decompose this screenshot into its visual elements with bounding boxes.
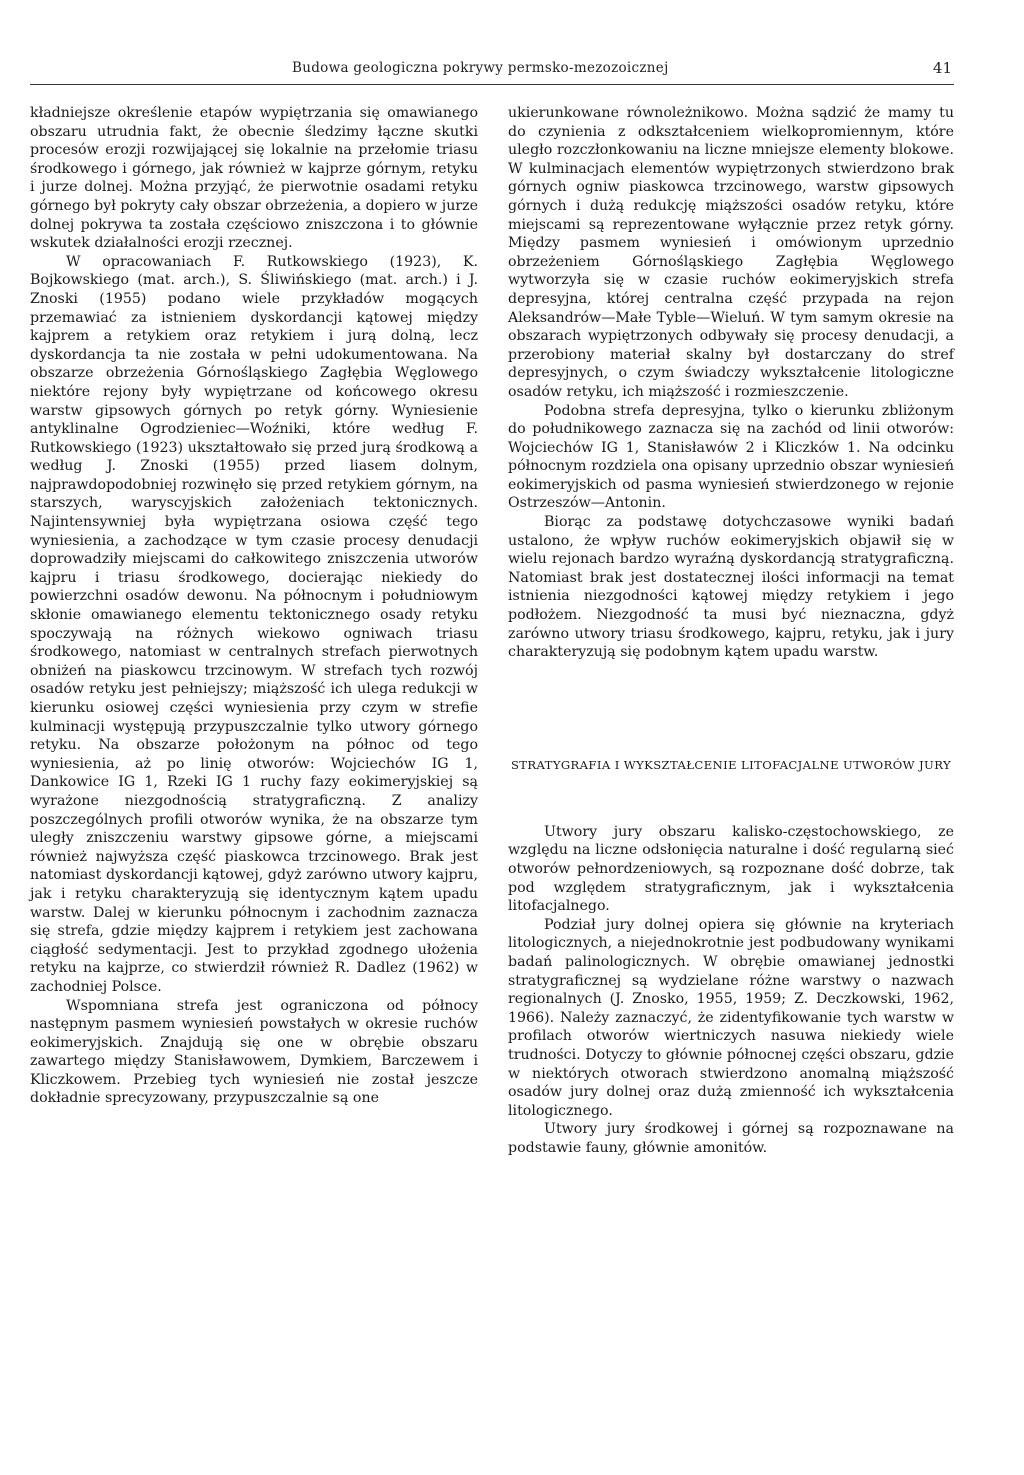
- paragraph: kładniejsze określenie etapów wypiętrzania się omawianego obszaru utrudnia fakt, że obecnie śledzimy łączne skutki procesów erozji rozwijającej się lokalnie na przełomie triasu środkowego i górnego, jak również w kajprze górnym, retyku i jurze dolnej. Można przyjąć, że pierwotnie osadami retyku górnego był pokryty cały obszar obrzeżenia, a dopiero w jurze dolnej pokrywa ta została częściowo zniszczona i to głównie wskutek działalności erozji rzecznej.: [30, 105, 478, 252]
- paragraph: Biorąc za podstawę dotychczasowe wyniki badań ustalono, że wpływ ruchów eokimeryjskich objawił się w wielu rejonach bardzo wyraźną dyskordancją stratygraficzną. Natomiast brak jest dostatecznej ilości informacji na temat istnienia niezgodności kątowej między retykiem i jego podłożem. Niezgodność ta musi być nieznaczna, gdyż zarówno utwory triasu środkowego, kajpru, retyku, jak i jury charakteryzują się podobnym kątem upadu warstw.: [508, 514, 954, 661]
- paragraph: Podobna strefa depresyjna, tylko o kierunku zbliżonym do południkowego zaznacza się na zachód od linii otworów: Wojciechów IG 1, Stanisławów 2 i Kliczków 1. Na odcinku północnym rozdziela ona opisany uprzednio obszar wyniesień eokimeryjskich od pasma wyniesień stwierdzonego w rejonie Ostrzeszów—Antonin.: [508, 402, 954, 512]
- left-column: [30, 104, 478, 1108]
- paragraph: Utwory jury obszaru kalisko-częstochowskiego, ze względu na liczne odsłonięcia naturalne i dość regularną sieć otworów pełnordzeniowych, są rozpoznane dość dobrze, tak pod względem stratygraficznym, jak i wykształcenia litofacjalnego.: [508, 823, 954, 915]
- page-number: 41: [932, 59, 952, 77]
- running-header: [30, 58, 954, 85]
- running-title: Budowa geologiczna pokrywy permsko-mezozoicznej: [292, 60, 669, 76]
- right-column: [508, 104, 954, 1158]
- paragraph: Utwory jury środkowej i górnej są rozpoznawane na podstawie fauny, głównie amonitów.: [508, 1121, 954, 1156]
- paragraph: Podział jury dolnej opiera się głównie na kryteriach litologicznych, a niejednokrotnie jest podbudowany wynikami badań palinologicznych. W obrębie omawianej jednostki stratygraficznej są wydzielane różne warstwy o nazwach regionalnych (J. Znosko, 1955, 1959; Z. Deczkowski, 1962, 1966). Należy zaznaczyć, że zidentyfikowanie tych warstw w profilach otworów wiertniczych nasuwa niekiedy wiele trudności. Dotyczy to głównie północnej części obszaru, gdzie w niektórych otworach stwierdzono anomalną miąższość osadów jury dolnej oraz dużą zmienność ich wykształcenia litologicznego.: [508, 916, 954, 1119]
- paragraph: W opracowaniach F. Rutkowskiego (1923), K. Bojkowskiego (mat. arch.), S. Śliwińskiego (mat. arch.) i J. Znoski (1955) podano wiele przykładów mogących przemawiać za istnieniem dyskordancji kątowej między kajprem a retykiem oraz retykiem i jurą dolną, lecz dyskordancja ta nie została w pełni udokumentowana. Na obszarze obrzeżenia Górnośląskiego Zagłębia Węglowego niektóre rejony były wypiętrzane od końcowego okresu warstw gipsowych górnych po retyk górny. Wyniesienie antyklinalne Ogrodzieniec—Woźniki, które według F. Rutkowskiego (1923) ukształtowało się przed jurą środkową a według J. Znoski (1955) przed liasem dolnym, najprawdopodobniej rozwinęło się przed retykiem górnym, na starszych, waryscyjskich założeniach tektonicznych. Najintensywniej była wypiętrzana osiowa część tego wyniesienia, a zachodzące w tym czasie procesy denudacji doprowadziły miejscami do całkowitego zniszczenia utworów kajpru i triasu środkowego, docierając niekiedy do powierzchni osadów dewonu. Na północnym i południowym skłonie omawianego elementu tektonicznego osady retyku spoczywają na różnych wiekowo ogniwach triasu środkowego, natomiast w centralnych strefach pierwotnych obniżeń na piaskowcu trzcinowym. W strefach tych rozwój osadów retyku jest pełniejszy; miąższość ich ulega redukcji w kierunku osiowej części wyniesienia przy czym w strefie kulminacji występują przypuszczalnie tylko utwory górnego retyku. Na obszarze położonym na północ od tego wyniesienia, aż po linię otworów: Wojciechów IG 1, Dankowice IG 1, Rzeki IG 1 ruchy fazy eokimeryjskiej są wyrażone niezgodnością stratygraficzną. Z analizy poszczególnych profili otworów wynika, że na obszarze tym uległy zniszczeniu warstwy gipsowe górne, a miejscami również najwyższa część piaskowca trzcinowego. Brak jest natomiast dyskordancji kątowej, gdyż zarówno utwory kajpru, jak i retyku charakteryzują się identycznym kątem upadu warstw. Dalej w kierunku północnym i zachodnim zaznacza się strefa, gdzie między kajprem i retykiem jest zachowana ciągłość sedymentacji. Jest to przykład zgodnego ułożenia retyku na kajprze, co stwierdził również R. Dadlez (1962) w zachodniej Polsce.: [30, 253, 478, 995]
- paragraph: ukierunkowane równoleżnikowo. Można sądzić że mamy tu do czynienia z odkształceniem wielkopromiennym, które uległo rozczłonkowaniu na liczne mniejsze elementy blokowe. W kulminacjach elementów wypiętrzonych stwierdzono brak górnych ogniw piaskowca trzcinowego, warstw gipsowych górnych i dużą redukcję miąższości osadów retyku, które miejscami są reprezentowane wyłącznie przez retyk górny. Między pasmem wyniesień i omówionym uprzednio obrzeżeniem Górnośląskiego Zagłębia Węglowego wytworzyła się w czasie ruchów eokimeryjskich strefa depresyjna, której centralna część przypada na rejon Aleksandrów—Małe Tyble—Wieluń. W tym samym okresie na obszarach wypiętrzonych odbywały się procesy denudacji, a przerobiony materiał skalny był dostarczany do stref depresyjnych, o czym świadczy wykształcenie litologiczne osadów retyku, ich miąższość i rozmieszczenie.: [508, 105, 954, 400]
- section-heading: STRATYGRAFIA I WYKSZTAŁCENIE LITOFACJALNE UTWORÓW JURY: [510, 757, 952, 772]
- paragraph: Wspomniana strefa jest ograniczona od północy następnym pasmem wyniesień powstałych w okresie ruchów eokimeryjskich. Znajdują się one w obrębie obszaru zawartego między Stanisławowem, Dymkiem, Barczewem i Kliczkowem. Przebieg tych wyniesień nie został jeszcze dokładnie sprecyzowany, przypuszczalnie są one: [30, 997, 478, 1107]
